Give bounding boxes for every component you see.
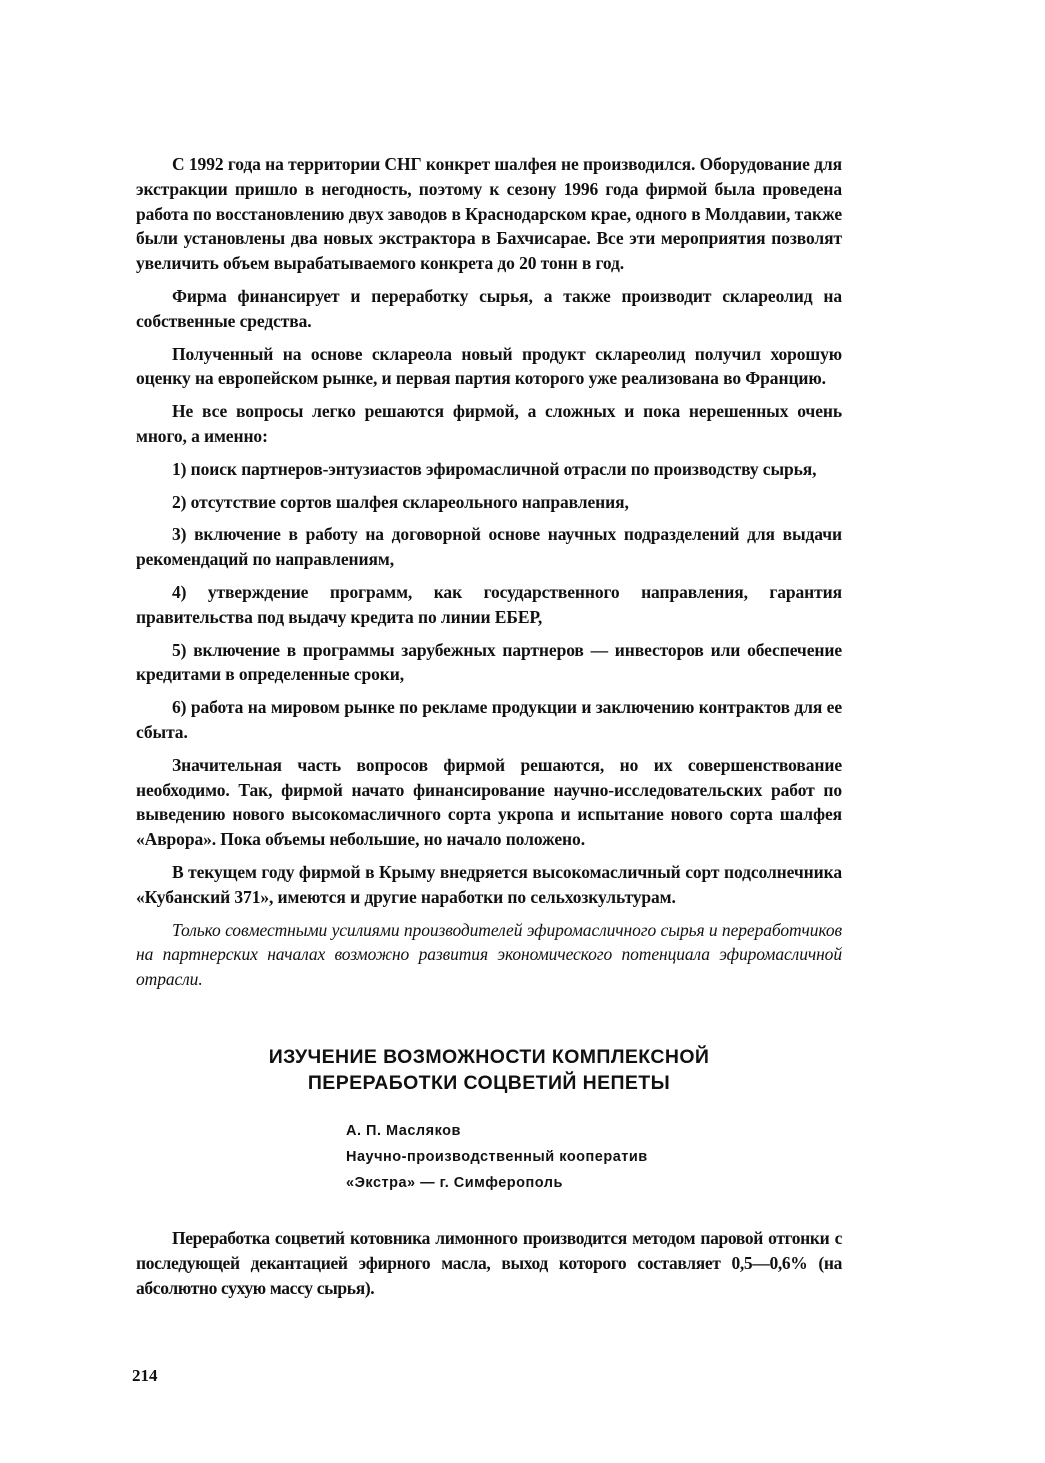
body-paragraph: Фирма финансирует и переработку сырья, а также производит склареолид на собственные средства. (136, 285, 842, 331)
page-number: 214 (132, 1366, 158, 1385)
article-paragraph: Переработка соцветий котовника лимонного производится методом паровой отгонки с последующей декантацией эфирного масла, выход которого составляет 0,5—0,6% (на абсолютно сухую массу сырья). (136, 1227, 842, 1298)
author-block (346, 1118, 842, 1196)
list-item: 2) отсутствие сортов шалфея склареольного направления, (172, 491, 629, 512)
list-item: 6) работа на мировом рынке по рекламе продукции и заключению контрактов для ее сбыта. (136, 697, 842, 742)
list-item: 1) поиск партнеров-энтузиастов эфиромасличной отрасли по производству сырья, (172, 458, 817, 479)
author-name: А. П. Масляков (346, 1122, 461, 1139)
list-item: 5) включение в программы зарубежных партнеров — инвесторов или обеспечение кредитами в определенные сроки, (136, 639, 842, 685)
body-paragraph: В текущем году фирмой в Крыму внедряется высокомасличный сорт подсолнечника «Кубанский 371», имеются и другие наработки по сельхозкультурам. (136, 861, 842, 907)
document-page (136, 152, 842, 1308)
body-paragraph: Не все вопросы легко решаются фирмой, а сложных и пока нерешенных очень много, а именно: (136, 401, 842, 446)
affiliation-line: Научно-производственный кооператив (346, 1148, 648, 1165)
list-item: 3) включение в работу на договорной основе научных подразделений для выдачи рекомендаций по направлениям, (136, 524, 842, 570)
article-heading-line: ПЕРЕРАБОТКИ СОЦВЕТИЙ НЕПЕТЫ (307, 1071, 671, 1094)
affiliation-line: «Экстра» — г. Симферополь (346, 1174, 563, 1191)
conclusion-paragraph: Только совместными усилиями производителей эфиромасличного сырья и переработчиков на партнерских началах возможно развития экономического потенциала эфиромасличной отрасли. (136, 919, 842, 990)
list-item: 4) утверждение программ, как государственного направления, гарантия правительства под выдачу кредита по линии ЕБЕР, (136, 581, 842, 627)
article-heading (136, 1044, 842, 1096)
article-heading-line: ИЗУЧЕНИЕ ВОЗМОЖНОСТИ КОМПЛЕКСНОЙ (268, 1045, 710, 1068)
body-paragraph: Полученный на основе склареола новый продукт склареолид получил хорошую оценку на европейском рынке, и первая партия которого уже реализована во Францию. (136, 343, 842, 389)
body-paragraph: С 1992 года на территории СНГ конкрет шалфея не производился. Оборудование для экстракции пришло в негодность, поэтому к сезону 1996 года фирмой была проведена работа по восстановлению двух заводов в Краснодарском крае, одного в Молдавии, также были установлены два новых экстрактора в Бахчисарае. Все эти мероприятия позволят увеличить объем вырабатываемого конкрета до 20 тонн в год. (136, 154, 842, 274)
body-paragraph: Значительная часть вопросов фирмой решаются, но их совершенствование необходимо. Так, фирмой начато финансирование научно-исследовательских работ по выведению нового высокомасличного сорта укропа и испытание нового сорта шалфея «Аврора». Пока объемы небольшие, но начало положено. (136, 754, 842, 850)
